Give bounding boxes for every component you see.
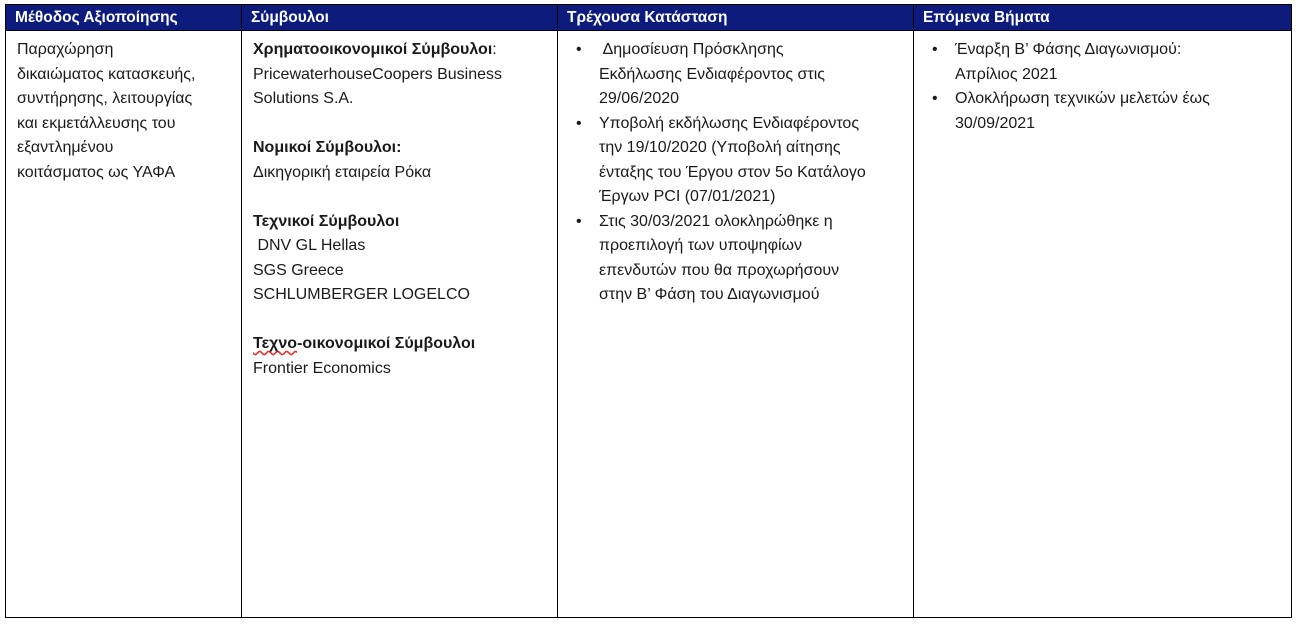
advisor-group-title-rest: -οικονομικοί Σύμβουλοι: [297, 335, 476, 352]
header-row: [6, 5, 1292, 31]
status-cell: [558, 31, 914, 618]
table-row: [6, 31, 1292, 618]
list-item-line: • Δημοσίευση Πρόσκλησης: [599, 41, 784, 58]
advisors-cell: [242, 31, 558, 618]
list-item-line: 30/09/2021: [955, 114, 1036, 132]
advisor-member: PricewaterhouseCoopers Business: [253, 65, 503, 83]
list-item-line: • Υποβολή εκδήλωσης Ενδιαφέροντος: [599, 114, 860, 132]
advisor-group-title: [253, 332, 549, 357]
advisor-group-title-suffix: :: [492, 41, 497, 58]
advisor-group-title: Νομικοί Σύμβουλοι:: [253, 139, 402, 156]
list-item: [569, 38, 905, 112]
list-item-line: την 19/10/2020 (Υποβολή αίτησης: [599, 139, 841, 156]
list-item-line: Εκδήλωσης Ενδιαφέροντος στις: [599, 65, 825, 83]
advisor-group-title: Χρηματοοικονομικοί Σύμβουλοι: [253, 41, 493, 58]
header-next-steps: Επόμενα Βήματα: [914, 5, 1292, 31]
list-item: [925, 87, 1283, 136]
advisor-member: SGS Greece: [253, 261, 344, 279]
advisor-group-legal: [253, 136, 549, 185]
advisor-member: Frontier Economics: [253, 359, 391, 377]
list-item-line: επενδυτών που θα προχωρήσουν: [599, 261, 840, 279]
method-line: συντήρησης, λειτουργίας: [17, 90, 193, 107]
list-item-line: 29/06/2020: [599, 90, 680, 107]
header-method: Μέθοδος Αξιοποίησης: [6, 5, 242, 31]
list-item: [925, 38, 1283, 87]
list-item: [569, 210, 905, 308]
header-current-status: Τρέχουσα Κατάσταση: [558, 5, 914, 31]
projects-table: [5, 4, 1292, 618]
header-advisors: Σύμβουλοι: [242, 5, 558, 31]
list-item-line: • Στις 30/03/2021 ολοκληρώθηκε η: [599, 212, 833, 230]
method-line: και εκμετάλλευσης του: [17, 114, 176, 132]
advisor-member: Solutions S.A.: [253, 90, 354, 107]
advisor-group-financial: [253, 38, 549, 112]
advisor-group-technical: [253, 210, 549, 308]
method-line: Παραχώρηση: [17, 41, 114, 58]
advisor-group-techno-economic: [253, 332, 549, 381]
method-cell: [6, 31, 242, 618]
method-line: κοιτάσματος ως ΥΑΦΑ: [17, 163, 176, 181]
next-steps-list: [925, 38, 1283, 136]
method-line: δικαιώματος κατασκευής,: [17, 65, 196, 83]
status-list: [569, 38, 905, 308]
advisor-member: DNV GL Hellas: [253, 237, 366, 254]
method-line: εξαντλημένου: [17, 139, 114, 156]
list-item-line: στην Β’ Φάση του Διαγωνισμού: [599, 286, 820, 303]
advisor-group-title: Τεχνικοί Σύμβουλοι: [253, 212, 400, 230]
advisor-member: SCHLUMBERGER LOGELCO: [253, 286, 470, 303]
advisor-member: Δικηγορική εταιρεία Ρόκα: [253, 163, 432, 181]
next-steps-cell: [914, 31, 1292, 618]
list-item: [569, 112, 905, 210]
list-item-line: Έργων PCI (07/01/2021): [599, 188, 776, 205]
list-item-line: Απρίλιος 2021: [955, 65, 1058, 83]
spellcheck-flagged-word: Τεχνο: [253, 335, 298, 352]
list-item-line: • Έναρξη Β’ Φάσης Διαγωνισμού:: [955, 41, 1182, 58]
list-item-line: • Ολοκλήρωση τεχνικών μελετών έως: [955, 90, 1210, 107]
list-item-line: προεπιλογή των υποψηφίων: [599, 237, 802, 254]
list-item-line: ένταξης του Έργου στον 5ο Κατάλογο: [599, 163, 866, 181]
